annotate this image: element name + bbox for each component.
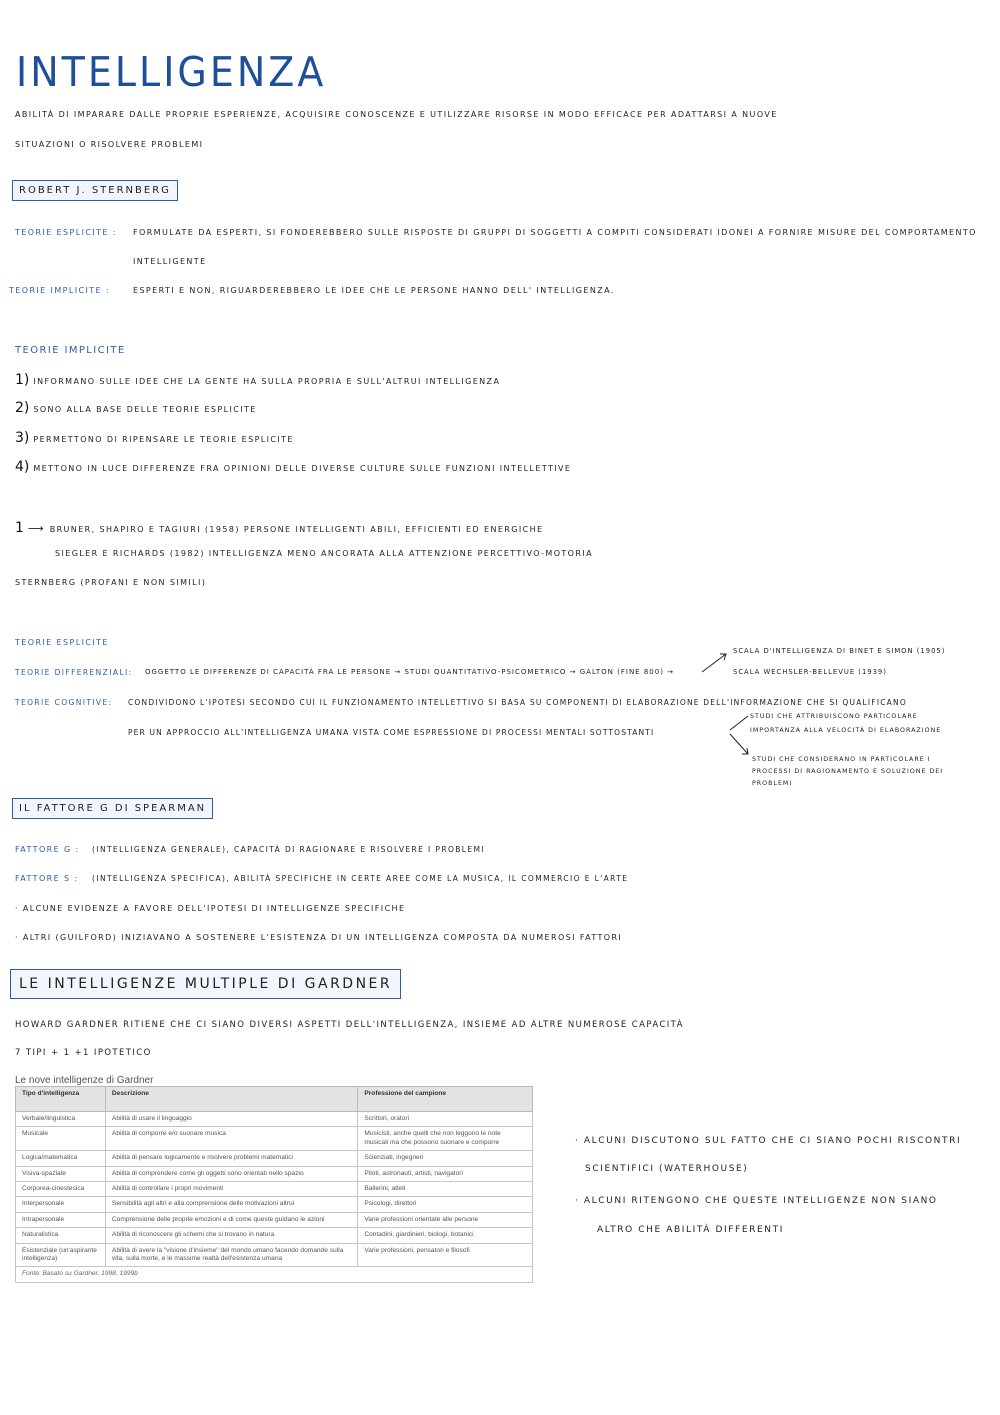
cell-description: Abilità di riconoscere gli schemi che si trovano in natura <box>105 1228 357 1243</box>
cell-profession: Piloti, astronauti, artisti, navigatori <box>358 1166 533 1181</box>
cell-profession: Psicologi, direttori <box>358 1197 533 1212</box>
cell-profession: Varie professioni, pensatori e filosofi <box>358 1243 533 1267</box>
cognitive-theories-label: TEORIE COGNITIVE: <box>15 698 113 707</box>
cell-type: Interpersonale <box>16 1197 106 1212</box>
cell-description: Comprensione delle proprie emozioni e di come queste guidano le azioni <box>105 1212 357 1227</box>
wechsler-bellevue-scale: SCALA WECHSLER-BELLEVUE (1939) <box>733 668 887 676</box>
cognitive-branch-1b: IMPORTANZA ALLA VELOCITÀ DI ELABORAZIONE <box>750 727 942 734</box>
column-header-type: Tipo d'intelligenza <box>16 1087 106 1112</box>
cell-profession: Scrittori, oratori <box>358 1112 533 1127</box>
factor-s-label: FATTORE S : <box>15 874 79 883</box>
cell-profession: Ballerini, atleti <box>358 1182 533 1197</box>
cell-profession: Contadini, giardinieri, biologi, botanici <box>358 1228 533 1243</box>
table-caption: Le nove intelligenze di Gardner <box>15 1075 154 1086</box>
factor-g-text: (INTELLIGENZA GENERALE), CAPACITÀ DI RAGIONARE E RISOLVERE I PROBLEMI <box>92 845 485 854</box>
cell-description: Abilità di pensare logicamente e risolvere problemi matematici <box>105 1151 357 1166</box>
factor-s-text: (INTELLIGENZA SPECIFICA), ABILITÀ SPECIFICHE IN CERTE AREE COME LA MUSICA, IL COMMERCIO E L'ARTE <box>92 874 629 883</box>
table-row <box>16 1182 533 1197</box>
cognitive-branch-1a: STUDI CHE ATTRIBUISCONO PARTICOLARE <box>750 713 918 720</box>
gardner-heading: LE INTELLIGENZE MULTIPLE DI GARDNER <box>10 969 401 999</box>
definition-line-1: ABILITÀ DI IMPARARE DALLE PROPRIE ESPERIENZE, ACQUISIRE CONOSCENZE E UTILIZZARE RISORSE IN MODO EFFICACE PER ADATTARSI A NUOVE <box>15 110 778 119</box>
explicit-theories-text-1: FORMULATE DA ESPERTI, SI FONDEREBBERO SULLE RISPOSTE DI GRUPPI DI SOGGETTI A COMPITI CONSIDERATI IDONEI A FORNIRE MISURE DEL COMPORTAMENTO <box>133 228 977 237</box>
cell-description: Abilità di usare il linguaggio <box>105 1112 357 1127</box>
implicit-item-4: 4) METTONO IN LUCE DIFFERENZE FRA OPINIONI DELLE DIVERSE CULTURE SULLE FUNZIONI INTELLETTIVE <box>15 459 572 475</box>
spearman-bullet-1: · ALCUNE EVIDENZE A FAVORE DELL'IPOTESI DI INTELLIGENZE SPECIFICHE <box>15 904 406 913</box>
cell-description: Abilità di comporre e/o suonare musica <box>105 1127 357 1151</box>
gardner-line-2: 7 TIPI + 1 +1 IPOTETICO <box>15 1048 152 1058</box>
explicit-theories-text-2: INTELLIGENTE <box>133 257 207 266</box>
cell-type: Esistenziale (un'aspirante intelligenza) <box>16 1243 106 1267</box>
explicit-heading: TEORIE ESPLICITE <box>15 638 109 647</box>
cell-type: Naturalistica <box>16 1228 106 1243</box>
cell-description: Abilità di comprendere come gli oggetti sono orientati nello spazio <box>105 1166 357 1181</box>
table-row <box>16 1197 533 1212</box>
differential-theories-label: TEORIE DIFFERENZIALI: <box>15 668 133 677</box>
cell-type: Musicale <box>16 1127 106 1151</box>
sternberg-heading: ROBERT J. STERNBERG <box>12 180 178 201</box>
spearman-bullet-2: · ALTRI (GUILFORD) INIZIAVANO A SOSTENERE L'ESISTENZA DI UN INTELLIGENZA COMPOSTA DA NUMEROSI FATTORI <box>15 933 623 942</box>
table-row <box>16 1243 533 1267</box>
cell-type: Visiva-spaziale <box>16 1166 106 1181</box>
table-row <box>16 1228 533 1243</box>
cell-type: Verbale/linguistica <box>16 1112 106 1127</box>
implicit-theories-text: ESPERTI E NON, RIGUARDEREBBERO LE IDEE CHE LE PERSONE HANNO DELL' INTELLIGENZA. <box>133 286 615 295</box>
table-row <box>16 1127 533 1151</box>
table-row <box>16 1112 533 1127</box>
gardner-intelligences-table <box>15 1086 533 1283</box>
cell-type: Corporea-cinestesica <box>16 1182 106 1197</box>
cognitive-branch-2a: STUDI CHE CONSIDERANO IN PARTICOLARE I <box>752 756 931 763</box>
cognitive-branch-2b: PROCESSI DI RAGIONAMENTO E SOLUZIONE DEI <box>752 768 944 775</box>
factor-g-label: FATTORE G : <box>15 845 80 854</box>
cell-profession: Scienziati, ingegneri <box>358 1151 533 1166</box>
table-row <box>16 1166 533 1181</box>
table-row <box>16 1151 533 1166</box>
spearman-heading: IL FATTORE G DI SPEARMAN <box>12 798 213 819</box>
gardner-side-note-2b: ALTRO CHE ABILITÀ DIFFERENTI <box>597 1225 784 1235</box>
differential-theories-text: OGGETTO LE DIFFERENZE DI CAPACITÀ FRA LE PERSONE → STUDI QUANTITATIVO-PSICOMETRICO → GALTON (FINE 800) → <box>145 668 675 676</box>
gardner-side-note-1b: SCIENTIFICI (WATERHOUSE) <box>585 1164 749 1174</box>
implicit-heading: TEORIE IMPLICITE <box>15 345 126 356</box>
implicit-note-3: STERNBERG (PROFANI E NON SIMILI) <box>15 578 207 587</box>
branch-arrows <box>700 650 730 680</box>
page-title: INTELLIGENZA <box>16 48 327 96</box>
cell-profession: Varie professioni orientate alle persone <box>358 1212 533 1227</box>
implicit-theories-label: TEORIE IMPLICITE : <box>9 286 110 295</box>
column-header-description: Descrizione <box>105 1087 357 1112</box>
implicit-note-2: SIEGLER E RICHARDS (1982) INTELLIGENZA MENO ANCORATA ALLA ATTENZIONE PERCETTIVO-MOTORIA <box>55 549 593 558</box>
cell-type: Logica/matematica <box>16 1151 106 1166</box>
binet-simon-scale: SCALA D'INTELLIGENZA DI BINET E SIMON (1905) <box>733 647 946 655</box>
gardner-side-note-1a: · ALCUNI DISCUTONO SUL FATTO CHE CI SIANO POCHI RISCONTRI <box>575 1136 962 1146</box>
cognitive-branch-2c: PROBLEMI <box>752 780 793 787</box>
table-row <box>16 1212 533 1227</box>
table-header-row <box>16 1087 533 1112</box>
implicit-item-1: 1) INFORMANO SULLE IDEE CHE LA GENTE HA SULLA PROPRIA E SULL'ALTRUI INTELLIGENZA <box>15 372 501 388</box>
definition-line-2: SITUAZIONI O RISOLVERE PROBLEMI <box>15 140 204 149</box>
cognitive-theories-text-2: PER UN APPROCCIO ALL'INTELLIGENZA UMANA VISTA COME ESPRESSIONE DI PROCESSI MENTALI SOTTOSTANTI <box>128 728 655 737</box>
cell-type: Intrapersonale <box>16 1212 106 1227</box>
cell-description: Sensibilità agli altri e alla comprensione delle motivazioni altrui <box>105 1197 357 1212</box>
column-header-profession: Professione del campione <box>358 1087 533 1112</box>
explicit-theories-label: TEORIE ESPLICITE : <box>15 228 117 237</box>
cell-description: Abilità di controllare i propri movimenti <box>105 1182 357 1197</box>
cognitive-theories-text-1: CONDIVIDONO L'IPOTESI SECONDO CUI IL FUNZIONAMENTO INTELLETTIVO SI BASA SU COMPONENTI DI ELABORAZIONE DELL'INFORMAZIONE CHE SI QUALIFICANO <box>128 698 907 707</box>
gardner-line-1: HOWARD GARDNER RITIENE CHE CI SIANO DIVERSI ASPETTI DELL'INTELLIGENZA, INSIEME AD ALTRE NUMEROSE CAPACITÀ <box>15 1020 684 1030</box>
gardner-side-note-2a: · ALCUNI RITENGONO CHE QUESTE INTELLIGENZE NON SIANO <box>575 1196 938 1206</box>
cell-profession: Musicisti, anche quelli che non leggono le note musicali ma che possono suonare e comporre <box>358 1127 533 1151</box>
implicit-note-1: 1 ⟶ BRUNER, SHAPIRO E TAGIURI (1958) PERSONE INTELLIGENTI ABILI, EFFICIENTI ED ENERGICHE <box>15 520 544 536</box>
implicit-item-3: 3) PERMETTONO DI RIPENSARE LE TEORIE ESPLICITE <box>15 430 294 446</box>
table-source: Fonte: Basato su Gardner, 1998, 1999b <box>16 1267 533 1282</box>
cell-description: Abilità di avere la "visione d'insieme" del mondo umano facendo domande sulla vita, sulla morte, e le massime realtà dell'esistenza umana <box>105 1243 357 1267</box>
table-source-row <box>16 1267 533 1282</box>
implicit-item-2: 2) SONO ALLA BASE DELLE TEORIE ESPLICITE <box>15 400 257 416</box>
